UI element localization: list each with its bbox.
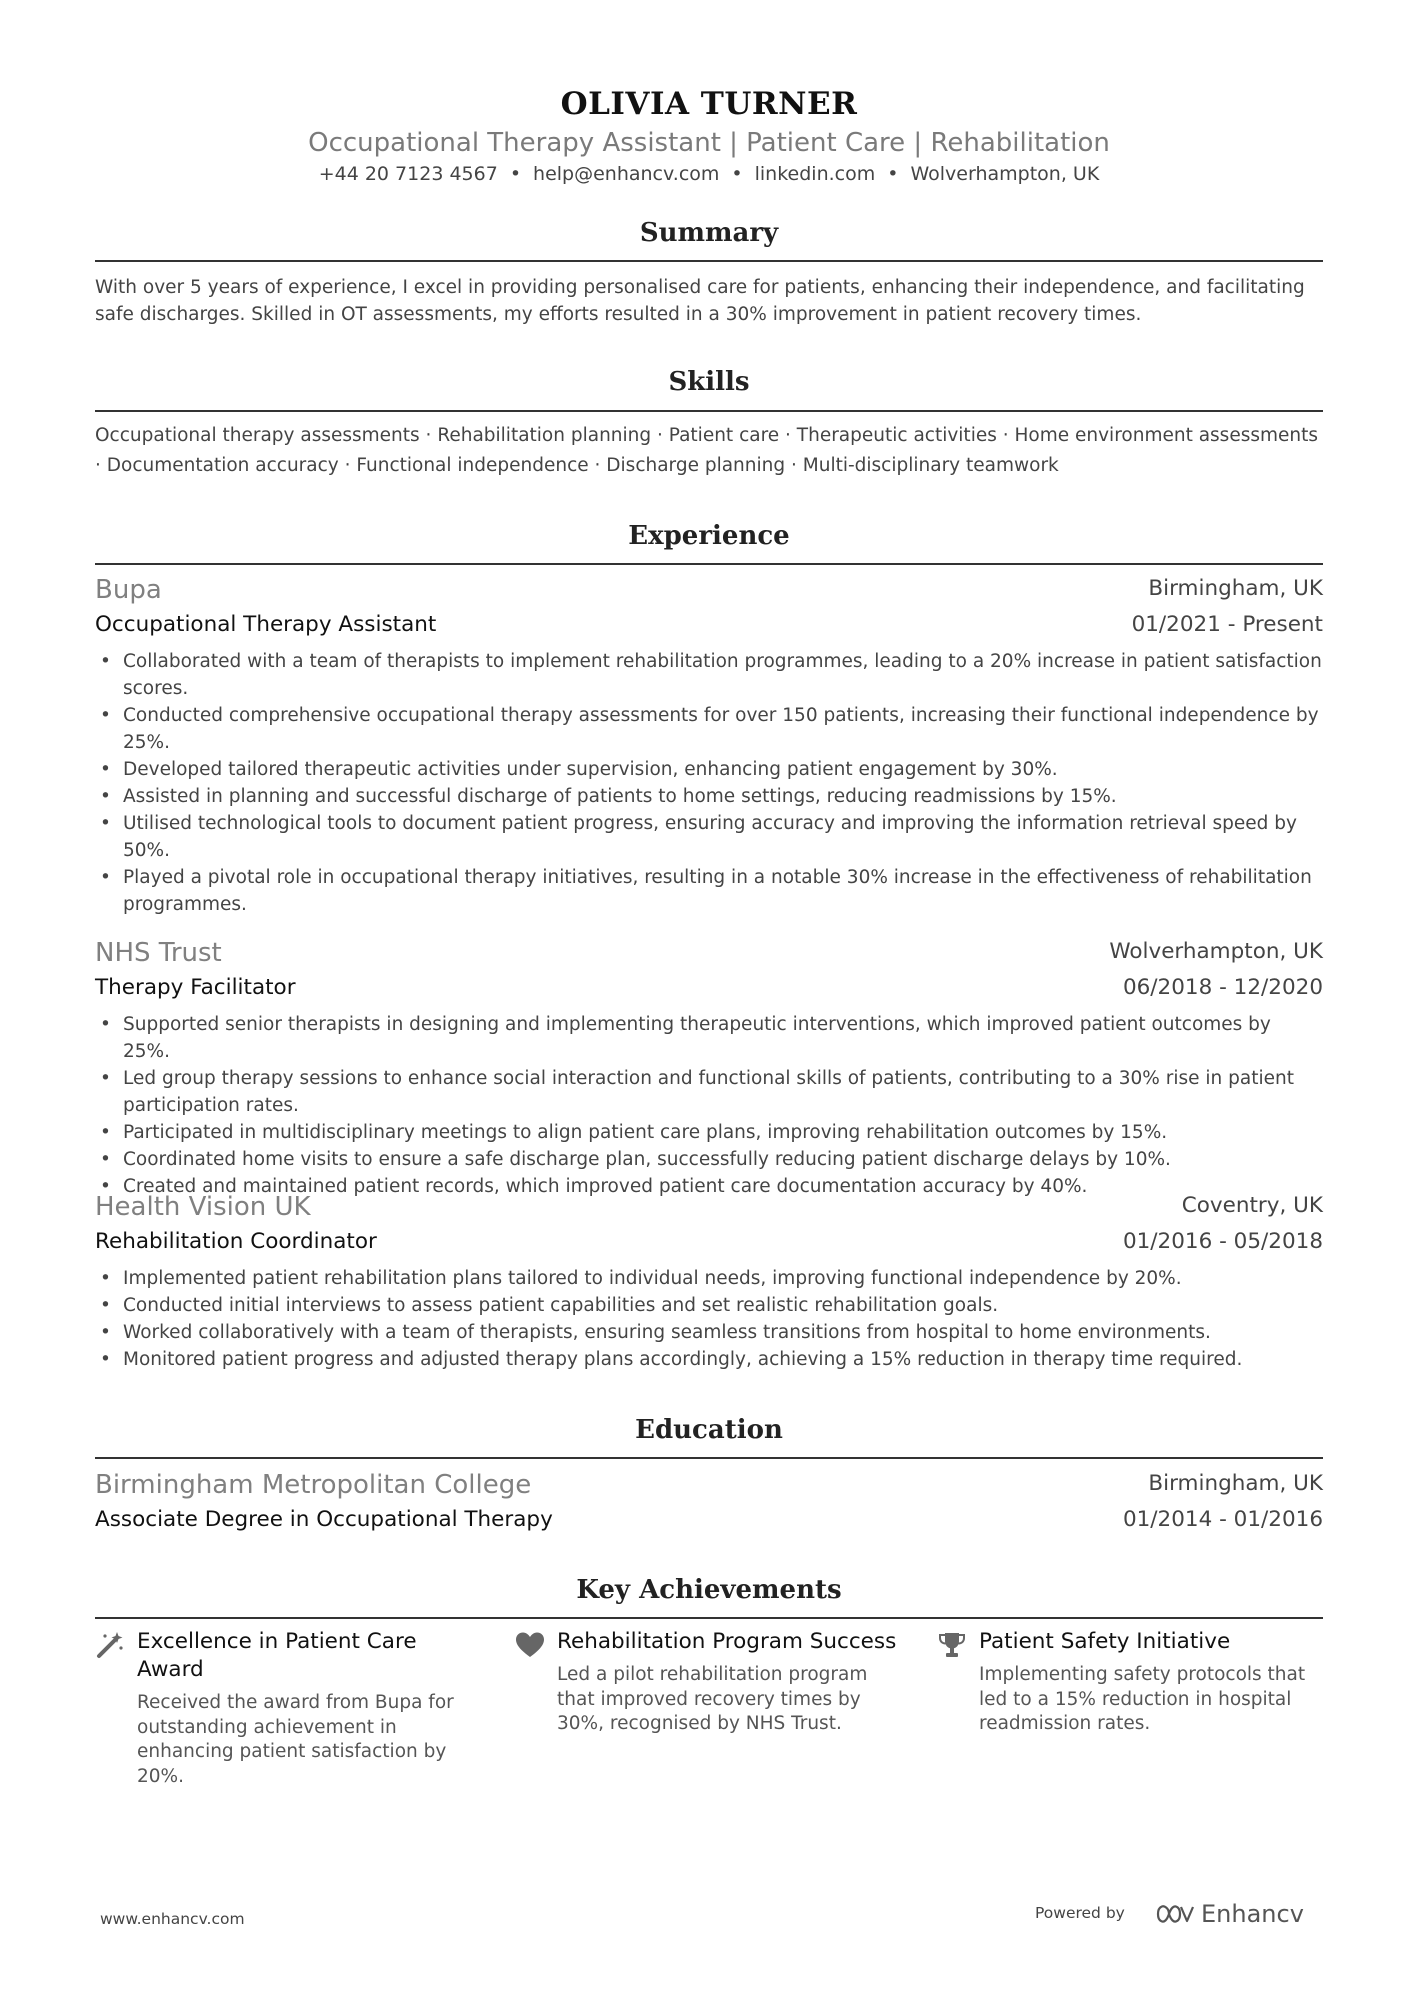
job-bullet: • Conducted initial interviews to assess patient capabilities and set realistic rehabilitation goals. xyxy=(95,1292,1323,1319)
job-role: Therapy Facilitator xyxy=(95,975,296,1000)
contact-separator: • xyxy=(731,163,743,185)
powered-by-label: Powered by xyxy=(1035,1904,1125,1922)
job-bullet: • Played a pivotal role in occupational therapy initiatives, resulting in a notable 30% increase in the effectiveness of rehabilitation programmes. xyxy=(95,864,1323,918)
job-bullet: • Utilised technological tools to document patient progress, ensuring accuracy and improving the information retrieval speed by 50%. xyxy=(95,810,1323,864)
skills-divider xyxy=(95,410,1323,412)
education-divider xyxy=(95,1457,1323,1459)
summary-divider xyxy=(95,260,1323,262)
candidate-tagline: Occupational Therapy Assistant | Patient Care | Rehabilitation xyxy=(308,128,1110,158)
skills-list: Occupational therapy assessments · Rehabilitation planning · Patient care · Therapeutic activities · Home environment assessments · Documentation accuracy · Functional independence · Discharge planning · Multi-disciplinary teamwork xyxy=(95,425,1318,476)
education-heading: Education xyxy=(635,1415,783,1445)
trophy-icon xyxy=(937,1630,967,1660)
job-location: Coventry, UK xyxy=(1181,1193,1323,1218)
job-bullet: • Implemented patient rehabilitation plans tailored to individual needs, improving functional independence by 20%. xyxy=(95,1265,1323,1292)
education-dates: 01/2014 - 01/2016 xyxy=(1122,1507,1323,1532)
job-bullet: • Developed tailored therapeutic activities under supervision, enhancing patient engagement by 30%. xyxy=(95,756,1323,783)
job-bullet: • Conducted comprehensive occupational therapy assessments for over 150 patients, increasing their functional independence by 25%. xyxy=(95,702,1323,756)
heart-icon xyxy=(515,1630,545,1660)
job-company: Bupa xyxy=(95,575,162,605)
job-bullets xyxy=(95,1011,1323,1200)
contact-line xyxy=(95,163,1323,185)
summary-heading: Summary xyxy=(639,218,779,248)
experience-divider xyxy=(95,563,1323,565)
footer-branding xyxy=(1035,1900,1304,1928)
job-role: Rehabilitation Coordinator xyxy=(95,1229,377,1254)
contact-linkedin[interactable]: linkedin.com xyxy=(754,163,876,185)
job-dates: 06/2018 - 12/2020 xyxy=(1122,975,1323,1000)
brand-name: Enhancv xyxy=(1201,1900,1304,1928)
job-bullet: • Coordinated home visits to ensure a safe discharge plan, successfully reducing patient discharge delays by 10%. xyxy=(95,1146,1323,1173)
candidate-name: OLIVIA TURNER xyxy=(560,86,858,122)
job-dates: 01/2016 - 05/2018 xyxy=(1122,1229,1323,1254)
job-location: Wolverhampton, UK xyxy=(1109,939,1323,964)
job-bullet: • Collaborated with a team of therapists to implement rehabilitation programmes, leading to a 20% increase in patient satisfaction scores. xyxy=(95,648,1323,702)
job-bullets xyxy=(95,648,1323,918)
achievement-title: Patient Safety Initiative xyxy=(979,1629,1231,1654)
enhancv-logo[interactable] xyxy=(1155,1898,1315,1930)
job-bullet: • Assisted in planning and successful discharge of patients to home settings, reducing readmissions by 15%. xyxy=(95,783,1323,810)
education-school: Birmingham Metropolitan College xyxy=(95,1470,532,1500)
achievement-description: Implementing safety protocols that led to a 15% reduction in hospital readmission rates. xyxy=(979,1664,1306,1734)
job-bullet: • Participated in multidisciplinary meetings to align patient care plans, improving rehabilitation outcomes by 15%. xyxy=(95,1119,1323,1146)
achievements-divider xyxy=(95,1617,1323,1619)
contact-email[interactable]: help@enhancv.com xyxy=(533,163,720,185)
job-dates: 01/2021 - Present xyxy=(1131,612,1323,637)
achievement-title: Excellence in Patient Care Award xyxy=(137,1629,417,1682)
job-company: NHS Trust xyxy=(95,938,222,968)
achievement-description: Led a pilot rehabilitation program that improved recovery times by 30%, recognised by NHS Trust. xyxy=(557,1664,868,1734)
experience-heading: Experience xyxy=(628,521,790,551)
job-bullet: • Monitored patient progress and adjusted therapy plans accordingly, achieving a 15% reduction in therapy time required. xyxy=(95,1346,1323,1373)
job-bullet: • Created and maintained patient records, which improved patient care documentation accuracy by 40%. xyxy=(95,1173,1323,1200)
education-degree: Associate Degree in Occupational Therapy xyxy=(95,1507,553,1532)
achievements-heading: Key Achievements xyxy=(576,1575,842,1605)
contact-separator: • xyxy=(887,163,899,185)
education-location: Birmingham, UK xyxy=(1148,1471,1323,1496)
skills-heading: Skills xyxy=(668,367,750,397)
job-bullet: • Led group therapy sessions to enhance social interaction and functional skills of patients, contributing to a 30% rise in patient participation rates. xyxy=(95,1065,1323,1119)
achievement-description: Received the award from Bupa for outstanding achievement in enhancing patient satisfaction by 20%. xyxy=(137,1692,454,1787)
job-location: Birmingham, UK xyxy=(1148,576,1323,601)
job-role: Occupational Therapy Assistant xyxy=(95,612,437,637)
contact-phone: +44 20 7123 4567 xyxy=(318,163,498,185)
summary-text: With over 5 years of experience, I excel in providing personalised care for patients, enhancing their independence, and facilitating safe discharges. Skilled in OT assessments, my efforts resulted in a 30% improvement in patient recovery times. xyxy=(95,277,1305,325)
contact-location: Wolverhampton, UK xyxy=(910,163,1100,185)
magic-wand-icon xyxy=(95,1630,125,1660)
job-bullets xyxy=(95,1265,1323,1373)
job-bullet: • Supported senior therapists in designing and implementing therapeutic interventions, which improved patient outcomes by 25%. xyxy=(95,1011,1323,1065)
job-bullet: • Worked collaboratively with a team of therapists, ensuring seamless transitions from hospital to home environments. xyxy=(95,1319,1323,1346)
contact-separator: • xyxy=(509,163,522,185)
achievement-title: Rehabilitation Program Success xyxy=(557,1629,897,1654)
job-company: Health Vision UK xyxy=(95,1192,311,1222)
footer-website[interactable]: www.enhancv.com xyxy=(100,1910,245,1928)
